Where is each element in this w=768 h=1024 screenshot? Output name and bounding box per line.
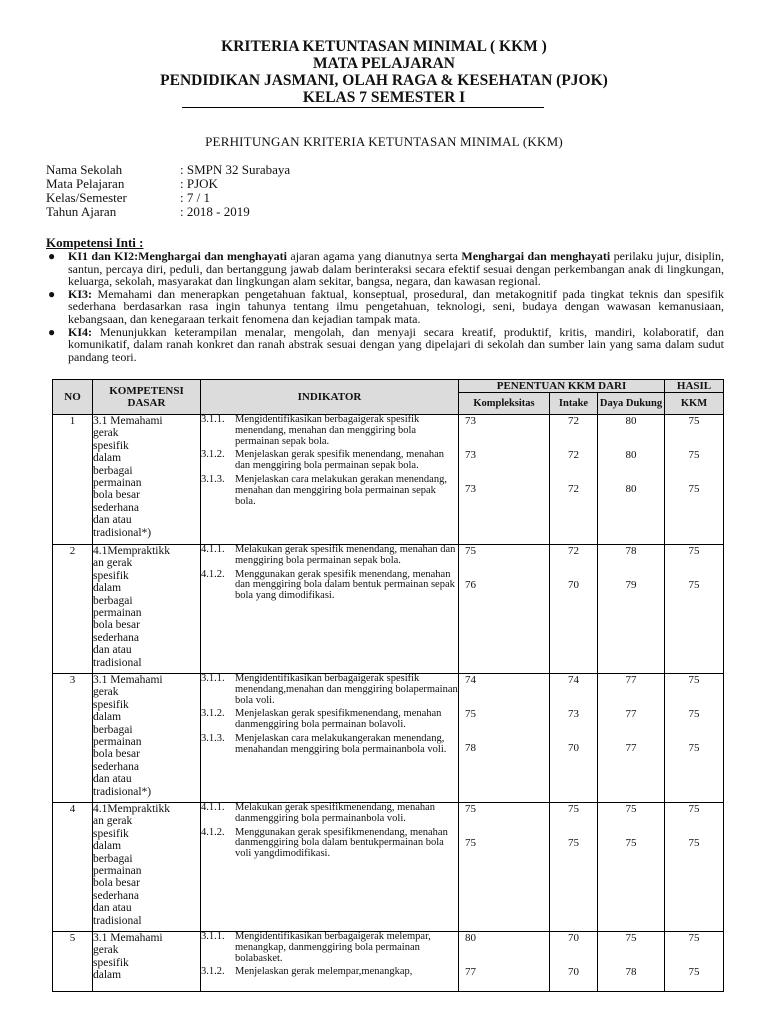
header-kompetensi-dasar: KOMPETENSI DASAR <box>93 380 201 415</box>
kompetensi-dasar: 4.1Mempraktikk an gerak spesifik dalam berbagai permainan bola besar sederhana dan atau tradisional <box>93 803 201 932</box>
intake-value: 73 <box>568 708 579 720</box>
indicator-code: 3.1.1. <box>201 673 225 684</box>
section-subtitle: PERHITUNGAN KRITERIA KETUNTASAN MINIMAL (KKM) <box>205 134 563 149</box>
indicator-item <box>201 415 458 447</box>
ki-text: perilaku jujur, disiplin, santun, percaya diri, peduli, dan bertanggung jawab dalam berinteraksi secara efektif sesuai dengan perkembangan anak di lingkungan, keluarga, sekolah, masyarakat dan lingkungan alam sekitar, bangsa, negara, dan kawasan regional. <box>68 249 725 289</box>
indicator-item <box>201 828 458 860</box>
indicator-code: 3.1.3. <box>201 473 225 485</box>
ki-label: KI3: <box>68 286 92 301</box>
intake-value: 70 <box>568 966 579 978</box>
indikator-cell <box>201 932 459 992</box>
kkm-value: 75 <box>688 932 700 944</box>
indicator-item <box>201 932 458 964</box>
indicator-code: 3.1.2. <box>201 449 225 461</box>
daya-dukung-value: 80 <box>625 483 637 495</box>
intake-value: 72 <box>568 545 579 557</box>
intake-cell <box>550 545 598 674</box>
kkm-value: 75 <box>688 708 700 720</box>
info-row <box>46 205 290 219</box>
kompleksitas-value: 77 <box>465 966 476 978</box>
kkm-value: 75 <box>688 803 700 815</box>
indikator-cell <box>201 415 459 545</box>
header-hasil: HASIL <box>665 380 724 393</box>
kompleksitas-cell <box>459 545 550 674</box>
kkm-cell <box>665 932 724 992</box>
indicator-text: Menggunakan gerak spesifikmenendang, menahan danmenggiring bola dalam bentukpermainan bola voli yangdimodifikasi. <box>235 826 448 860</box>
indicator-code: 3.1.3. <box>201 732 225 744</box>
kkm-cell <box>665 674 724 803</box>
indicator-item <box>201 803 458 825</box>
indicator-item <box>201 450 458 472</box>
kompleksitas-value: 74 <box>465 674 476 686</box>
info-label: Mata Pelajaran <box>46 176 125 191</box>
info-value: : SMPN 32 Surabaya <box>180 162 291 177</box>
kkm-table <box>52 379 724 992</box>
daya-dukung-cell <box>598 674 665 803</box>
indicator-text: Melakukan gerak spesifikmenendang, menahan danmenggiring bola permainanbola voli. <box>235 802 436 824</box>
ki-text: ajaran agama yang dianutnya serta <box>287 249 462 263</box>
ki-text: Menunjukkan keterampilan menalar, mengolah, dan menyaji secara kreatif, produktif, kritis, mandiri, kolaboratif, dan komunikatif, dalam ranah konkret dan ranah abstrak sesuai dengan yang dipelajari di sekolah dan sumber lain yang sama dalam sudut pandang teori. <box>68 324 724 364</box>
kkm-value: 75 <box>688 742 700 754</box>
indicator-text: Mengidentifikasikan berbagaigerak spesifik menendang, menahan dan menggiring bola permainan sepak bola. <box>235 414 420 447</box>
info-label: Tahun Ajaran <box>46 204 117 219</box>
indicator-text: Menjelaskan cara melakukangerakan menendang, menahandan menggiring bola permainanbola voli. <box>235 732 447 755</box>
indicator-text: Mengidentifikasikan berbagaigerak spesifik menendang,menahan dan menggiring bolapermainan bola voli. <box>235 673 458 706</box>
indicator-item <box>201 709 458 731</box>
kompleksitas-cell <box>459 932 550 992</box>
daya-dukung-value: 78 <box>625 545 637 557</box>
info-row <box>46 177 290 191</box>
kompleksitas-value: 75 <box>465 837 476 849</box>
intake-cell <box>550 932 598 992</box>
info-row <box>46 191 290 205</box>
kompleksitas-value: 75 <box>465 545 476 557</box>
intake-value: 70 <box>568 742 579 754</box>
indicator-text: Menjelaskan cara melakukan gerakan menendang, menahan dan menggiring bola permainan sepak bola. <box>235 473 447 507</box>
intake-cell <box>550 674 598 803</box>
indicator-code: 4.1.1. <box>201 802 225 813</box>
daya-dukung-value: 78 <box>625 966 637 978</box>
kompleksitas-value: 73 <box>465 415 476 427</box>
indicator-code: 4.1.2. <box>201 826 225 838</box>
bullet-icon: ● <box>48 324 56 339</box>
table-row <box>53 545 724 674</box>
info-value: : 7 / 1 <box>180 190 210 205</box>
ki-label: KI1 dan KI2:Menghargai dan menghayati <box>68 249 288 263</box>
intake-value: 70 <box>568 579 579 591</box>
kompetensi-dasar: 3.1 Memahami gerak spesifik dalam berbagai permainan bola besar sederhana dan atau tradisional*) <box>93 674 201 803</box>
info-value: : 2018 - 2019 <box>180 204 250 219</box>
indicator-item <box>201 475 458 507</box>
daya-dukung-cell <box>598 415 665 545</box>
indikator-cell <box>201 674 459 803</box>
header-indikator: INDIKATOR <box>201 380 459 415</box>
ki-item <box>46 250 724 288</box>
header-kompleksitas: Kompleksitas <box>459 393 550 415</box>
indicator-text: Menjelaskan gerak melempar,menangkap, <box>235 966 413 978</box>
ki-list <box>46 250 724 363</box>
intake-cell <box>550 415 598 545</box>
intake-value: 72 <box>568 483 579 495</box>
intake-value: 70 <box>568 932 579 944</box>
ki-item <box>46 326 724 364</box>
indikator-cell <box>201 803 459 932</box>
document-title: KRITERIA KETUNTASAN MINIMAL ( KKM ) <box>221 38 547 55</box>
indicator-item <box>201 570 458 602</box>
class-semester: KELAS 7 SEMESTER I <box>302 89 466 106</box>
daya-dukung-value: 77 <box>625 674 637 686</box>
kompleksitas-cell <box>459 674 550 803</box>
kompleksitas-value: 78 <box>465 742 476 754</box>
kompleksitas-cell <box>459 415 550 545</box>
daya-dukung-cell <box>598 803 665 932</box>
kkm-cell <box>665 415 724 545</box>
info-label: Kelas/Semester <box>46 190 127 205</box>
header-penentuan: PENENTUAN KKM DARI <box>459 380 665 393</box>
indicator-item <box>201 674 458 706</box>
intake-cell <box>550 803 598 932</box>
table-row <box>53 415 724 545</box>
ki-item <box>46 288 724 326</box>
daya-dukung-value: 77 <box>625 708 637 720</box>
bullet-icon: ● <box>48 249 56 263</box>
ki-heading: Kompetensi Inti : <box>46 235 144 250</box>
kompetensi-dasar: 3.1 Memahami gerak spesifik dalam berbagai permainan bola besar sederhana dan atau tradisional*) <box>93 415 201 545</box>
kompleksitas-value: 76 <box>465 579 476 591</box>
indicator-text: Melakukan gerak spesifik menendang, menahan dan menggiring bola permainan sepak bola. <box>235 544 456 566</box>
document-title-block <box>0 38 768 106</box>
header-no: NO <box>53 380 93 415</box>
school-info <box>46 163 290 219</box>
daya-dukung-cell <box>598 545 665 674</box>
intake-value: 75 <box>568 837 579 849</box>
indicator-code: 3.1.1. <box>201 414 225 425</box>
kkm-value: 75 <box>688 415 700 427</box>
row-number: 3 <box>53 674 93 803</box>
row-number: 2 <box>53 545 93 674</box>
intake-value: 72 <box>568 415 579 427</box>
indicator-item <box>201 734 458 756</box>
indicator-code: 4.1.1. <box>201 544 225 555</box>
daya-dukung-value: 75 <box>625 837 637 849</box>
header-kkm: KKM <box>665 393 724 415</box>
daya-dukung-value: 79 <box>625 579 637 591</box>
kkm-value: 75 <box>688 674 700 686</box>
intake-value: 72 <box>568 449 579 461</box>
ki-emphasis: Menghargai dan menghayati <box>461 249 611 263</box>
kompleksitas-cell <box>459 803 550 932</box>
row-number: 5 <box>53 932 93 992</box>
info-row <box>46 163 290 177</box>
kkm-value: 75 <box>688 545 700 557</box>
indicator-text: Menjelaskan gerak spesifik menendang, menahan dan menggiring bola permainan sepak bola. <box>235 449 445 472</box>
kompleksitas-value: 73 <box>465 483 476 495</box>
table-row <box>53 932 724 992</box>
daya-dukung-value: 75 <box>625 932 637 944</box>
kkm-value: 75 <box>688 966 700 978</box>
daya-dukung-value: 77 <box>625 742 637 754</box>
indicator-text: Menggunakan gerak spesifik menendang, menahan dan menggiring bola dalam bentuk permainan sepak bola yang dimodifikasi. <box>235 568 455 602</box>
indicator-code: 3.1.1. <box>201 931 225 942</box>
indicator-text: Menjelaskan gerak spesifikmenendang, menahan danmenggiring bola permainan bolavoli. <box>235 708 442 731</box>
kompetensi-dasar: 4.1Mempraktikk an gerak spesifik dalam berbagai permainan bola besar sederhana dan atau tradisional <box>93 545 201 674</box>
indicator-text: Mengidentifikasikan berbagaigerak melempar, menangkap, danmenggiring bola permainan bolabasket. <box>235 931 431 964</box>
daya-dukung-value: 80 <box>625 415 637 427</box>
ki-label: KI4: <box>68 324 92 339</box>
daya-dukung-value: 75 <box>625 803 637 815</box>
header-daya-dukung: Daya Dukung <box>598 393 665 415</box>
table-row <box>53 674 724 803</box>
kkm-cell <box>665 803 724 932</box>
daya-dukung-cell <box>598 932 665 992</box>
subject-heading: MATA PELAJARAN <box>313 55 455 72</box>
kkm-value: 75 <box>688 449 700 461</box>
title-underline <box>182 107 544 108</box>
kompetensi-dasar: 3.1 Memahami gerak spesifik dalam <box>93 932 201 992</box>
ki-text: Memahami dan menerapkan pengetahuan faktual, konseptual, prosedural, dan metakognitif pada tingkat teknis dan spesifik sederhana berdasarkan rasa ingin tahunya tentang ilmu pengetahuan, teknologi, seni, budaya dengan wawasan kemanusiaan, kebangsaan, dan kenegaraan terkait fenomena dan kejadian tampak mata. <box>68 286 724 326</box>
row-number: 1 <box>53 415 93 545</box>
indicator-code: 4.1.2. <box>201 568 225 580</box>
kkm-value: 75 <box>688 837 700 849</box>
row-number: 4 <box>53 803 93 932</box>
kompleksitas-value: 80 <box>465 932 476 944</box>
indicator-item <box>201 967 458 978</box>
daya-dukung-value: 80 <box>625 449 637 461</box>
kompleksitas-value: 75 <box>465 708 476 720</box>
subject-name: PENDIDIKAN JASMANI, OLAH RAGA & KESEHATAN (PJOK) <box>160 72 608 89</box>
kompleksitas-value: 75 <box>465 803 476 815</box>
kkm-value: 75 <box>688 483 700 495</box>
indicator-item <box>201 545 458 567</box>
kkm-cell <box>665 545 724 674</box>
kkm-value: 75 <box>688 579 700 591</box>
indikator-cell <box>201 545 459 674</box>
info-value: : PJOK <box>180 176 218 191</box>
indicator-code: 3.1.2. <box>201 708 225 720</box>
indicator-code: 3.1.2. <box>201 966 225 978</box>
bullet-icon: ● <box>48 286 56 301</box>
info-label: Nama Sekolah <box>46 162 123 177</box>
intake-value: 74 <box>568 674 579 686</box>
header-intake: Intake <box>550 393 598 415</box>
kompleksitas-value: 73 <box>465 449 476 461</box>
table-row <box>53 803 724 932</box>
intake-value: 75 <box>568 803 579 815</box>
